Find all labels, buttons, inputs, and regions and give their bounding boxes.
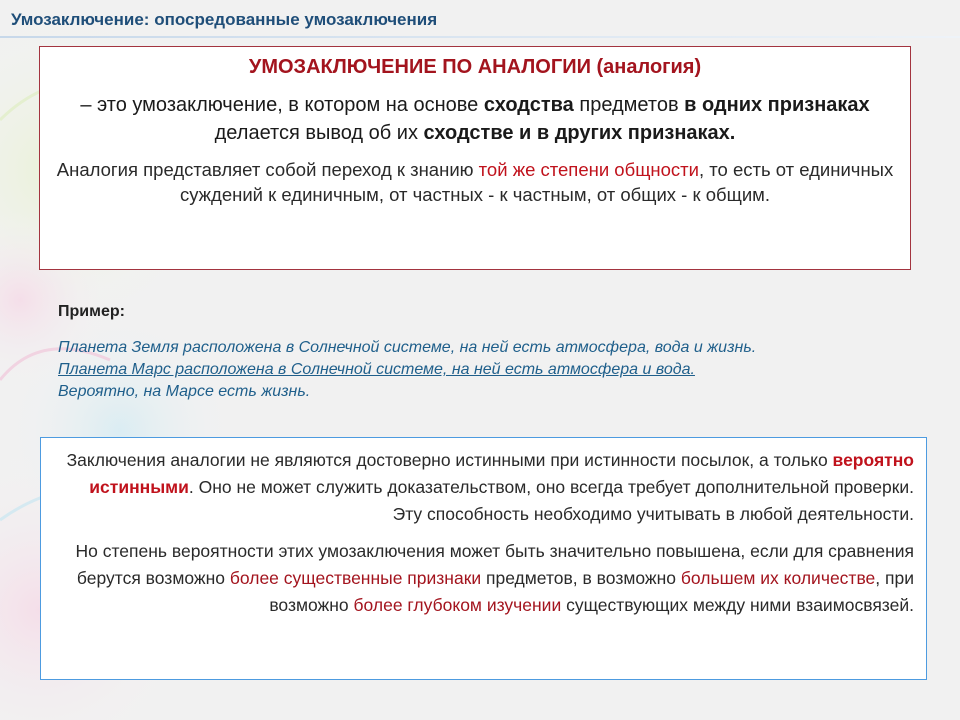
notes-text: Заключения аналогии не являются достоверно истинными при истинности посылок, а только <box>66 450 833 470</box>
definition-note <box>52 157 898 207</box>
notes-text: предметов, в возможно <box>481 568 681 588</box>
definition-title: УМОЗАКЛЮЧЕНИЕ ПО АНАЛОГИИ (аналогия) <box>248 56 702 78</box>
notes-paragraph-1 <box>55 447 914 528</box>
example-lines <box>58 337 888 403</box>
example-title: Пример: <box>58 303 125 320</box>
header-divider <box>0 36 960 38</box>
notes-highlight: большем их количестве <box>680 568 876 588</box>
definition-text-bold: сходстве и в других признаках. <box>423 122 736 144</box>
definition-note-highlight: той же степени общности <box>478 159 699 180</box>
notes-text: , при возможно <box>269 568 914 615</box>
notes-box <box>40 437 927 680</box>
notes-highlight: вероятно истинными <box>89 450 914 497</box>
notes-paragraph-2 <box>55 538 914 619</box>
definition-text-bold: в одних признаках <box>684 94 870 116</box>
example-line: Планета Земля расположена в Солнечной системе, на ней есть атмосфера, вода и жизнь. <box>58 339 757 356</box>
example-line: Планета Марс расположена в Солнечной системе, на ней есть атмосфера и вода. <box>58 361 695 378</box>
notes-text: . Оно не может служить доказательством, оно всегда требует дополнительной проверки. Эту способность необходимо учитывать в любой деятельности. <box>188 477 914 524</box>
definition-note-part: Аналогия представляет собой переход к знанию <box>56 159 479 180</box>
page-title: Умозаключение: опосредованные умозаключения <box>11 10 438 29</box>
definition-note-part: , то есть от единичных суждений к единичным, от частных - к частным, от общих - к общим. <box>179 159 894 205</box>
example-section <box>58 303 888 403</box>
example-line: Вероятно, на Марсе есть жизнь. <box>58 383 311 400</box>
definition-text-part: предметов <box>573 94 685 116</box>
definition-text-part: делается вывод об их <box>214 122 424 144</box>
notes-highlight: более глубоком изучении <box>353 595 562 615</box>
definition-text <box>54 91 896 147</box>
definition-text-part: – это умозаключение, в котором на основе <box>80 94 484 116</box>
notes-text: Но степень вероятности этих умозаключения может быть значительно повышена, если для сравнения берутся возможно <box>75 541 914 588</box>
definition-text-bold: сходства <box>483 94 574 116</box>
notes-highlight: более существенные признаки <box>229 568 482 588</box>
notes-text: существующих между ними взаимосвязей. <box>561 595 914 615</box>
definition-box <box>39 46 911 270</box>
